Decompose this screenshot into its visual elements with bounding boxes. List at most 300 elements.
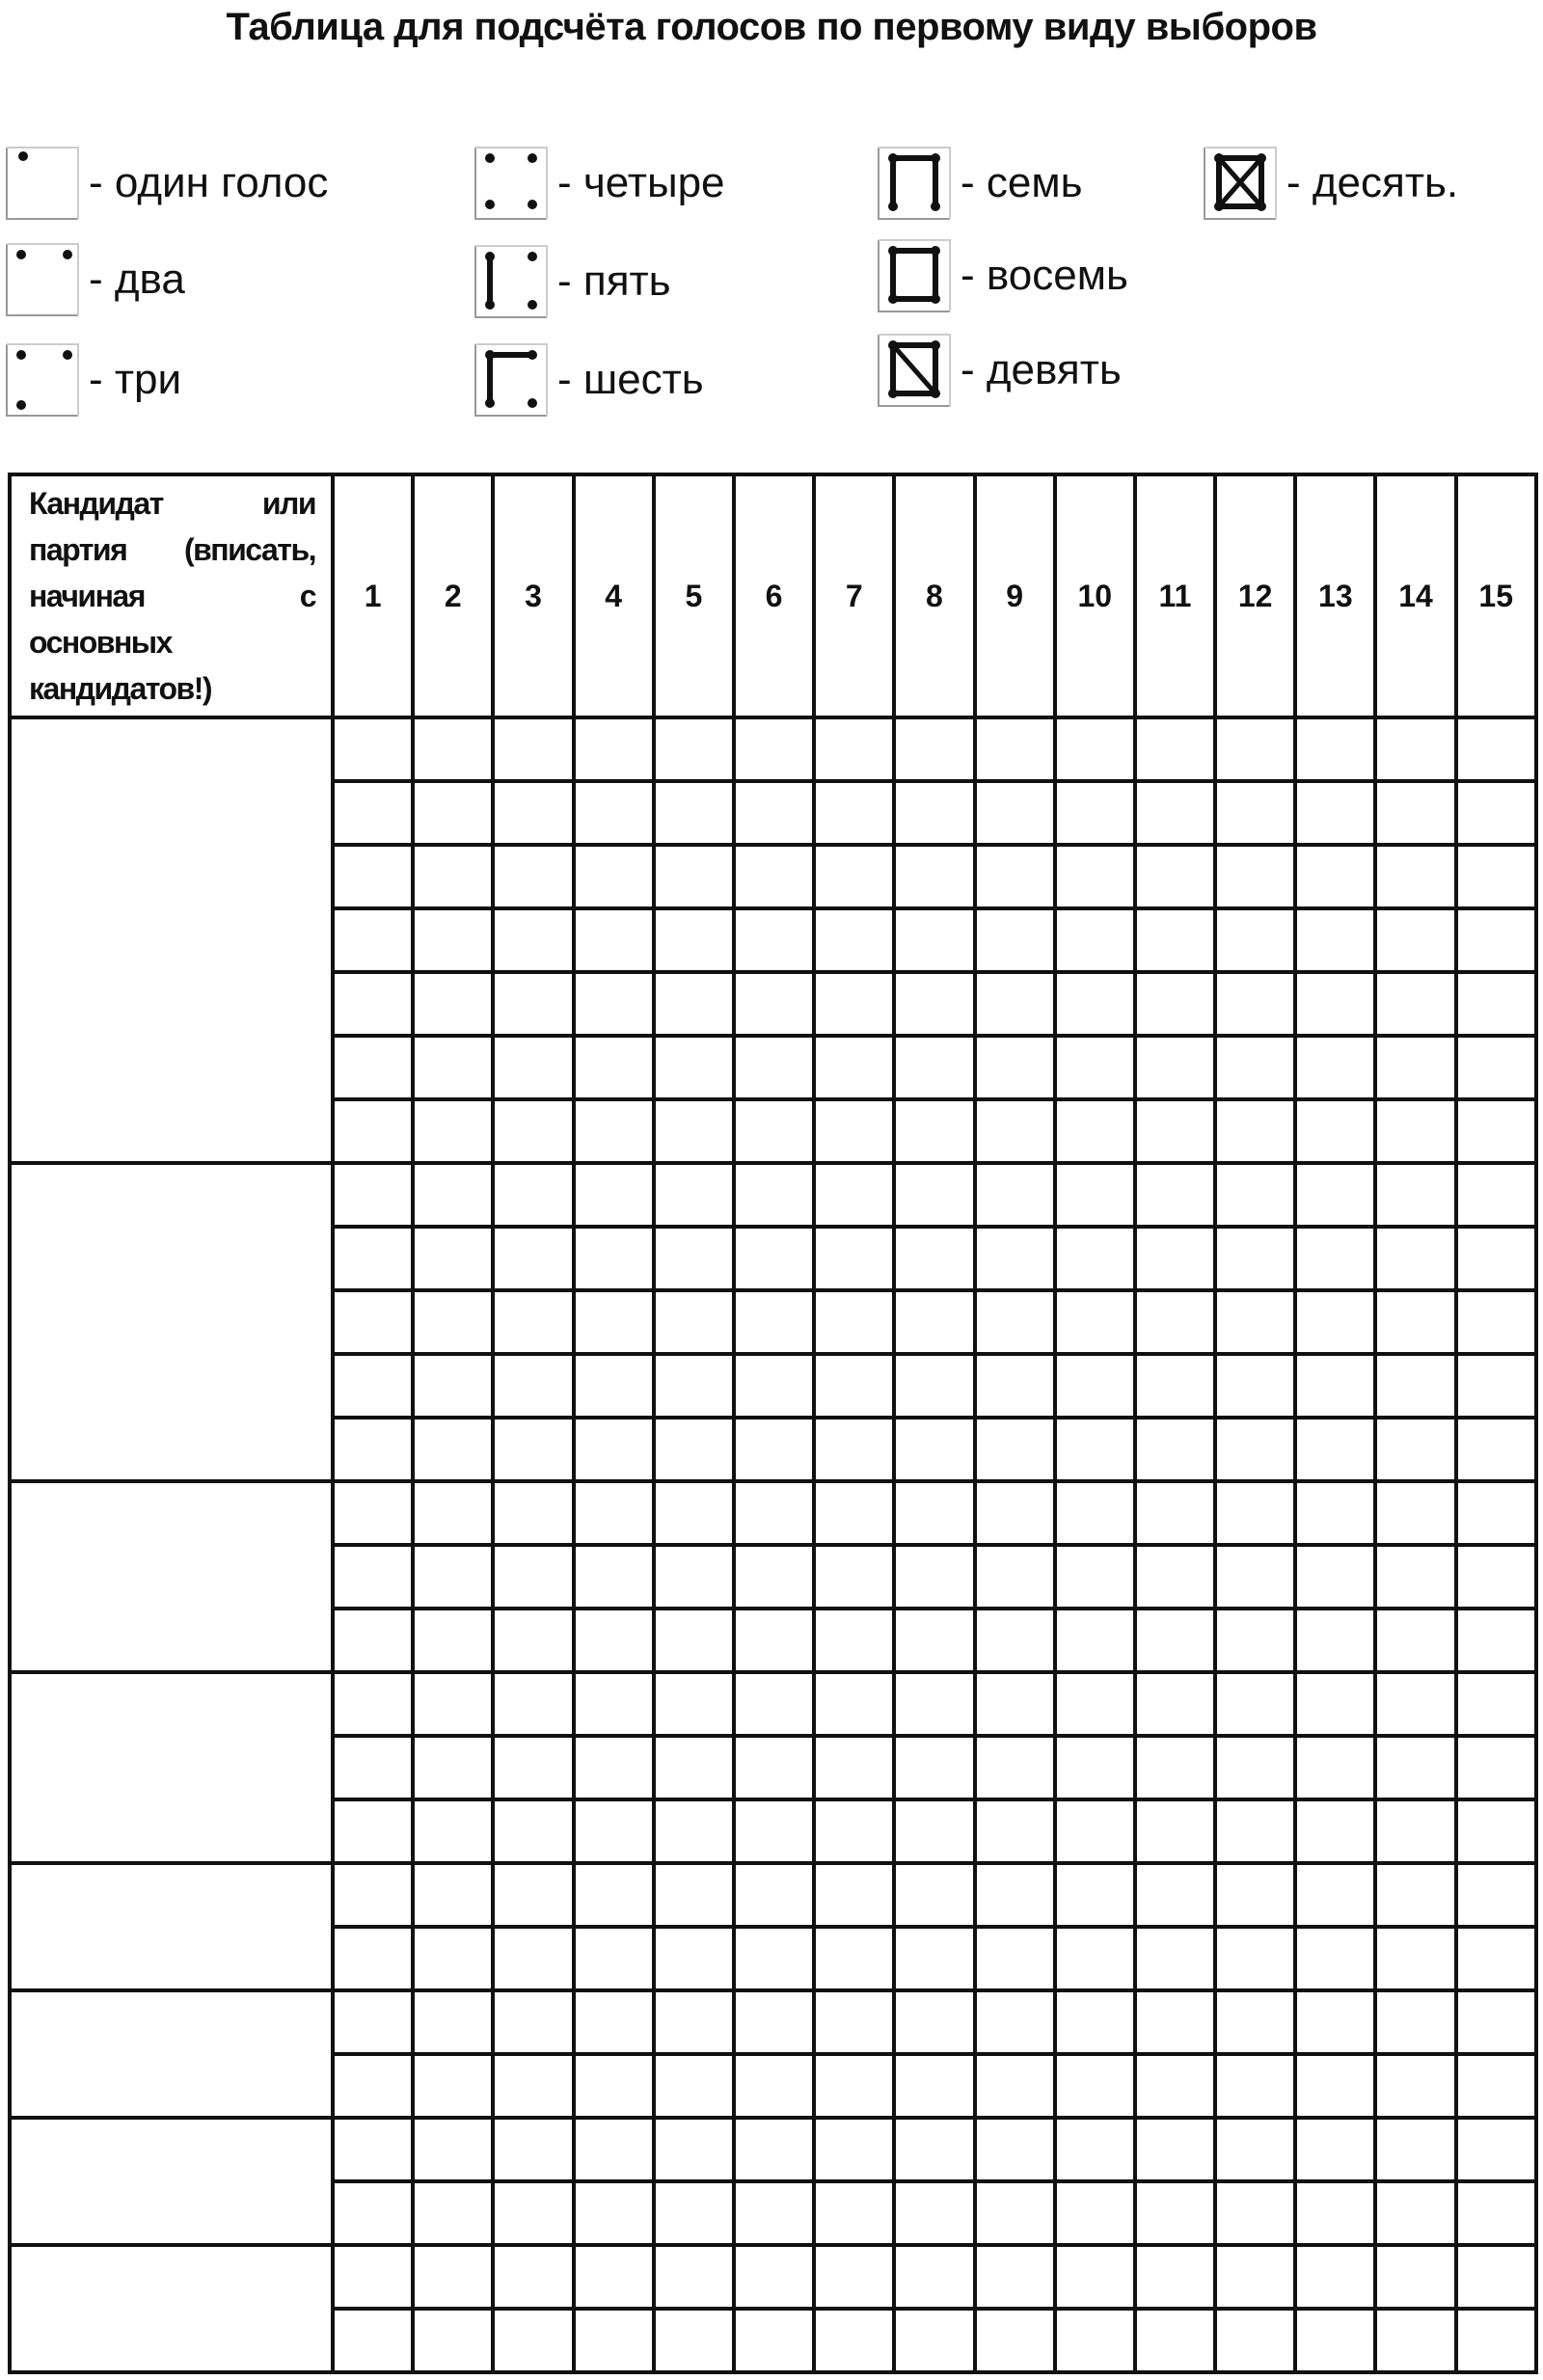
tally-cell[interactable] bbox=[814, 2118, 894, 2181]
tally-cell[interactable] bbox=[1375, 1990, 1455, 2054]
tally-cell[interactable] bbox=[1375, 1672, 1455, 1736]
tally-cell[interactable] bbox=[493, 845, 573, 908]
tally-cell[interactable] bbox=[894, 1290, 974, 1354]
tally-cell[interactable] bbox=[493, 1736, 573, 1799]
tally-cell[interactable] bbox=[1135, 1799, 1215, 1863]
tally-cell[interactable] bbox=[814, 1672, 894, 1736]
tally-cell[interactable] bbox=[654, 972, 734, 1036]
tally-cell[interactable] bbox=[734, 1036, 814, 1099]
tally-cell[interactable] bbox=[1055, 1290, 1135, 1354]
tally-cell[interactable] bbox=[814, 1927, 894, 1990]
tally-cell[interactable] bbox=[975, 1799, 1055, 1863]
tally-cell[interactable] bbox=[574, 1036, 654, 1099]
tally-cell[interactable] bbox=[1215, 1736, 1295, 1799]
tally-cell[interactable] bbox=[975, 2054, 1055, 2118]
tally-cell[interactable] bbox=[814, 1481, 894, 1545]
tally-cell[interactable] bbox=[1135, 845, 1215, 908]
tally-cell[interactable] bbox=[1375, 1609, 1455, 1672]
tally-cell[interactable] bbox=[1375, 1418, 1455, 1481]
tally-cell[interactable] bbox=[1135, 1354, 1215, 1418]
tally-cell[interactable] bbox=[734, 845, 814, 908]
tally-cell[interactable] bbox=[493, 908, 573, 972]
tally-cell[interactable] bbox=[413, 1227, 493, 1290]
tally-cell[interactable] bbox=[734, 2245, 814, 2309]
tally-cell[interactable] bbox=[1215, 1290, 1295, 1354]
candidate-name-cell[interactable] bbox=[10, 1990, 333, 2118]
tally-cell[interactable] bbox=[734, 781, 814, 845]
tally-cell[interactable] bbox=[1135, 1545, 1215, 1609]
tally-cell[interactable] bbox=[1215, 2054, 1295, 2118]
tally-cell[interactable] bbox=[1456, 1354, 1536, 1418]
tally-cell[interactable] bbox=[413, 2245, 493, 2309]
tally-cell[interactable] bbox=[574, 845, 654, 908]
tally-cell[interactable] bbox=[493, 1481, 573, 1545]
tally-cell[interactable] bbox=[1456, 972, 1536, 1036]
tally-cell[interactable] bbox=[975, 1990, 1055, 2054]
tally-cell[interactable] bbox=[333, 1036, 413, 1099]
tally-cell[interactable] bbox=[1295, 972, 1375, 1036]
tally-cell[interactable] bbox=[654, 1609, 734, 1672]
tally-cell[interactable] bbox=[413, 1990, 493, 2054]
tally-cell[interactable] bbox=[1295, 1736, 1375, 1799]
tally-cell[interactable] bbox=[493, 1036, 573, 1099]
tally-cell[interactable] bbox=[1215, 1799, 1295, 1863]
tally-cell[interactable] bbox=[1215, 2245, 1295, 2309]
tally-cell[interactable] bbox=[814, 1036, 894, 1099]
tally-cell[interactable] bbox=[1456, 2118, 1536, 2181]
tally-cell[interactable] bbox=[814, 1545, 894, 1609]
tally-cell[interactable] bbox=[654, 1672, 734, 1736]
tally-cell[interactable] bbox=[975, 1099, 1055, 1163]
tally-cell[interactable] bbox=[333, 1227, 413, 1290]
tally-cell[interactable] bbox=[814, 1290, 894, 1354]
tally-cell[interactable] bbox=[493, 1927, 573, 1990]
tally-cell[interactable] bbox=[1375, 972, 1455, 1036]
tally-cell[interactable] bbox=[654, 1418, 734, 1481]
tally-cell[interactable] bbox=[894, 1099, 974, 1163]
tally-cell[interactable] bbox=[574, 1163, 654, 1227]
tally-cell[interactable] bbox=[734, 2309, 814, 2372]
tally-cell[interactable] bbox=[574, 1481, 654, 1545]
tally-cell[interactable] bbox=[1055, 1099, 1135, 1163]
tally-cell[interactable] bbox=[894, 1799, 974, 1863]
tally-cell[interactable] bbox=[814, 1099, 894, 1163]
tally-cell[interactable] bbox=[1055, 2245, 1135, 2309]
tally-cell[interactable] bbox=[894, 1609, 974, 1672]
tally-cell[interactable] bbox=[574, 2245, 654, 2309]
tally-cell[interactable] bbox=[493, 2245, 573, 2309]
tally-cell[interactable] bbox=[894, 1990, 974, 2054]
tally-cell[interactable] bbox=[654, 2245, 734, 2309]
tally-cell[interactable] bbox=[413, 1099, 493, 1163]
tally-cell[interactable] bbox=[1295, 1609, 1375, 1672]
tally-cell[interactable] bbox=[1375, 1481, 1455, 1545]
tally-cell[interactable] bbox=[1055, 1736, 1135, 1799]
tally-cell[interactable] bbox=[894, 1354, 974, 1418]
candidate-name-cell[interactable] bbox=[10, 2245, 333, 2372]
tally-cell[interactable] bbox=[975, 1927, 1055, 1990]
tally-cell[interactable] bbox=[734, 717, 814, 781]
tally-cell[interactable] bbox=[413, 1481, 493, 1545]
tally-cell[interactable] bbox=[413, 1736, 493, 1799]
tally-cell[interactable] bbox=[574, 1354, 654, 1418]
tally-cell[interactable] bbox=[814, 908, 894, 972]
tally-cell[interactable] bbox=[493, 2181, 573, 2245]
tally-cell[interactable] bbox=[333, 1481, 413, 1545]
tally-cell[interactable] bbox=[1055, 1927, 1135, 1990]
tally-cell[interactable] bbox=[493, 1290, 573, 1354]
tally-cell[interactable] bbox=[654, 1736, 734, 1799]
tally-cell[interactable] bbox=[1456, 1481, 1536, 1545]
tally-cell[interactable] bbox=[413, 1354, 493, 1418]
tally-cell[interactable] bbox=[975, 781, 1055, 845]
tally-cell[interactable] bbox=[1456, 1227, 1536, 1290]
tally-cell[interactable] bbox=[1135, 972, 1215, 1036]
tally-cell[interactable] bbox=[894, 1736, 974, 1799]
tally-cell[interactable] bbox=[493, 1990, 573, 2054]
tally-cell[interactable] bbox=[1375, 2118, 1455, 2181]
tally-cell[interactable] bbox=[975, 1036, 1055, 1099]
tally-cell[interactable] bbox=[1135, 1227, 1215, 1290]
tally-cell[interactable] bbox=[894, 2309, 974, 2372]
tally-cell[interactable] bbox=[894, 845, 974, 908]
tally-cell[interactable] bbox=[975, 2181, 1055, 2245]
tally-cell[interactable] bbox=[814, 845, 894, 908]
tally-cell[interactable] bbox=[333, 1736, 413, 1799]
tally-cell[interactable] bbox=[975, 1354, 1055, 1418]
tally-cell[interactable] bbox=[1456, 1036, 1536, 1099]
tally-cell[interactable] bbox=[975, 717, 1055, 781]
tally-cell[interactable] bbox=[1055, 717, 1135, 781]
tally-cell[interactable] bbox=[814, 1736, 894, 1799]
tally-cell[interactable] bbox=[814, 717, 894, 781]
tally-cell[interactable] bbox=[1295, 1418, 1375, 1481]
tally-cell[interactable] bbox=[654, 717, 734, 781]
tally-cell[interactable] bbox=[1295, 2309, 1375, 2372]
tally-cell[interactable] bbox=[1456, 845, 1536, 908]
tally-cell[interactable] bbox=[1135, 2181, 1215, 2245]
candidate-name-cell[interactable] bbox=[10, 1163, 333, 1481]
tally-cell[interactable] bbox=[1055, 1036, 1135, 1099]
tally-cell[interactable] bbox=[654, 2118, 734, 2181]
tally-cell[interactable] bbox=[574, 717, 654, 781]
tally-cell[interactable] bbox=[654, 2054, 734, 2118]
tally-cell[interactable] bbox=[1295, 1927, 1375, 1990]
tally-cell[interactable] bbox=[1375, 908, 1455, 972]
tally-cell[interactable] bbox=[493, 1418, 573, 1481]
tally-cell[interactable] bbox=[814, 2309, 894, 2372]
tally-cell[interactable] bbox=[654, 1863, 734, 1927]
tally-cell[interactable] bbox=[1135, 1099, 1215, 1163]
tally-cell[interactable] bbox=[1135, 2054, 1215, 2118]
tally-cell[interactable] bbox=[1295, 1990, 1375, 2054]
tally-cell[interactable] bbox=[413, 2054, 493, 2118]
tally-cell[interactable] bbox=[814, 1163, 894, 1227]
tally-cell[interactable] bbox=[1375, 1227, 1455, 1290]
tally-cell[interactable] bbox=[654, 845, 734, 908]
tally-cell[interactable] bbox=[1135, 1863, 1215, 1927]
tally-cell[interactable] bbox=[734, 1418, 814, 1481]
tally-cell[interactable] bbox=[574, 2309, 654, 2372]
tally-cell[interactable] bbox=[1135, 2118, 1215, 2181]
tally-cell[interactable] bbox=[493, 1545, 573, 1609]
tally-cell[interactable] bbox=[493, 972, 573, 1036]
tally-cell[interactable] bbox=[413, 1863, 493, 1927]
tally-cell[interactable] bbox=[1215, 1545, 1295, 1609]
tally-cell[interactable] bbox=[654, 2309, 734, 2372]
tally-cell[interactable] bbox=[975, 1863, 1055, 1927]
tally-cell[interactable] bbox=[1375, 1799, 1455, 1863]
tally-cell[interactable] bbox=[1055, 908, 1135, 972]
tally-cell[interactable] bbox=[1456, 1736, 1536, 1799]
tally-cell[interactable] bbox=[975, 2309, 1055, 2372]
tally-cell[interactable] bbox=[413, 2118, 493, 2181]
tally-cell[interactable] bbox=[1295, 1481, 1375, 1545]
tally-cell[interactable] bbox=[1055, 1609, 1135, 1672]
tally-cell[interactable] bbox=[1055, 2309, 1135, 2372]
tally-cell[interactable] bbox=[1215, 2181, 1295, 2245]
tally-cell[interactable] bbox=[734, 972, 814, 1036]
tally-cell[interactable] bbox=[975, 1736, 1055, 1799]
tally-cell[interactable] bbox=[1135, 1990, 1215, 2054]
tally-cell[interactable] bbox=[574, 1990, 654, 2054]
tally-cell[interactable] bbox=[333, 1609, 413, 1672]
tally-cell[interactable] bbox=[734, 1609, 814, 1672]
tally-cell[interactable] bbox=[814, 1863, 894, 1927]
tally-cell[interactable] bbox=[493, 1354, 573, 1418]
tally-cell[interactable] bbox=[894, 2118, 974, 2181]
tally-cell[interactable] bbox=[1375, 1863, 1455, 1927]
tally-cell[interactable] bbox=[1456, 1609, 1536, 1672]
tally-cell[interactable] bbox=[574, 1736, 654, 1799]
tally-cell[interactable] bbox=[1055, 845, 1135, 908]
tally-cell[interactable] bbox=[734, 1736, 814, 1799]
tally-cell[interactable] bbox=[493, 717, 573, 781]
tally-cell[interactable] bbox=[1295, 2118, 1375, 2181]
tally-cell[interactable] bbox=[413, 1609, 493, 1672]
tally-cell[interactable] bbox=[1215, 1418, 1295, 1481]
tally-cell[interactable] bbox=[333, 908, 413, 972]
tally-cell[interactable] bbox=[894, 781, 974, 845]
tally-cell[interactable] bbox=[1135, 1736, 1215, 1799]
tally-cell[interactable] bbox=[734, 2181, 814, 2245]
tally-cell[interactable] bbox=[574, 908, 654, 972]
tally-cell[interactable] bbox=[333, 1163, 413, 1227]
tally-cell[interactable] bbox=[734, 1481, 814, 1545]
tally-cell[interactable] bbox=[1375, 781, 1455, 845]
tally-cell[interactable] bbox=[413, 972, 493, 1036]
tally-cell[interactable] bbox=[1055, 1418, 1135, 1481]
tally-cell[interactable] bbox=[1295, 2181, 1375, 2245]
tally-cell[interactable] bbox=[894, 1927, 974, 1990]
tally-cell[interactable] bbox=[1055, 1481, 1135, 1545]
tally-cell[interactable] bbox=[574, 1672, 654, 1736]
tally-cell[interactable] bbox=[333, 2309, 413, 2372]
candidate-name-cell[interactable] bbox=[10, 717, 333, 1163]
tally-cell[interactable] bbox=[1055, 1672, 1135, 1736]
tally-cell[interactable] bbox=[654, 1354, 734, 1418]
tally-cell[interactable] bbox=[654, 1990, 734, 2054]
tally-cell[interactable] bbox=[1135, 781, 1215, 845]
tally-cell[interactable] bbox=[1215, 908, 1295, 972]
tally-cell[interactable] bbox=[333, 845, 413, 908]
candidate-name-cell[interactable] bbox=[10, 1863, 333, 1990]
tally-cell[interactable] bbox=[975, 1163, 1055, 1227]
tally-cell[interactable] bbox=[1375, 2054, 1455, 2118]
tally-cell[interactable] bbox=[654, 1545, 734, 1609]
tally-cell[interactable] bbox=[1456, 1163, 1536, 1227]
tally-cell[interactable] bbox=[1375, 2309, 1455, 2372]
tally-cell[interactable] bbox=[1215, 2118, 1295, 2181]
tally-cell[interactable] bbox=[1456, 2245, 1536, 2309]
tally-cell[interactable] bbox=[1215, 1672, 1295, 1736]
tally-cell[interactable] bbox=[413, 1545, 493, 1609]
tally-cell[interactable] bbox=[1055, 781, 1135, 845]
tally-cell[interactable] bbox=[734, 2118, 814, 2181]
tally-cell[interactable] bbox=[1456, 1418, 1536, 1481]
tally-cell[interactable] bbox=[1295, 2054, 1375, 2118]
tally-cell[interactable] bbox=[574, 1418, 654, 1481]
tally-cell[interactable] bbox=[1456, 1545, 1536, 1609]
tally-cell[interactable] bbox=[493, 781, 573, 845]
tally-cell[interactable] bbox=[1055, 1227, 1135, 1290]
tally-cell[interactable] bbox=[1135, 1481, 1215, 1545]
tally-cell[interactable] bbox=[1055, 1545, 1135, 1609]
tally-cell[interactable] bbox=[333, 1290, 413, 1354]
tally-cell[interactable] bbox=[734, 1799, 814, 1863]
tally-cell[interactable] bbox=[333, 1354, 413, 1418]
tally-cell[interactable] bbox=[1215, 1990, 1295, 2054]
candidate-name-cell[interactable] bbox=[10, 1672, 333, 1863]
tally-cell[interactable] bbox=[734, 1099, 814, 1163]
tally-cell[interactable] bbox=[333, 781, 413, 845]
tally-cell[interactable] bbox=[1375, 717, 1455, 781]
tally-cell[interactable] bbox=[413, 781, 493, 845]
tally-cell[interactable] bbox=[493, 2309, 573, 2372]
tally-cell[interactable] bbox=[1055, 2181, 1135, 2245]
tally-cell[interactable] bbox=[894, 2181, 974, 2245]
tally-cell[interactable] bbox=[654, 1163, 734, 1227]
tally-cell[interactable] bbox=[413, 1163, 493, 1227]
tally-cell[interactable] bbox=[1055, 1163, 1135, 1227]
tally-cell[interactable] bbox=[734, 1863, 814, 1927]
tally-cell[interactable] bbox=[333, 1799, 413, 1863]
tally-cell[interactable] bbox=[413, 1036, 493, 1099]
tally-cell[interactable] bbox=[1456, 1099, 1536, 1163]
tally-cell[interactable] bbox=[1135, 717, 1215, 781]
tally-cell[interactable] bbox=[333, 1863, 413, 1927]
tally-cell[interactable] bbox=[654, 908, 734, 972]
tally-cell[interactable] bbox=[1055, 1863, 1135, 1927]
tally-cell[interactable] bbox=[975, 908, 1055, 972]
tally-cell[interactable] bbox=[1295, 1863, 1375, 1927]
tally-cell[interactable] bbox=[574, 1099, 654, 1163]
tally-cell[interactable] bbox=[894, 1672, 974, 1736]
tally-cell[interactable] bbox=[814, 2054, 894, 2118]
tally-cell[interactable] bbox=[493, 1672, 573, 1736]
tally-cell[interactable] bbox=[574, 1227, 654, 1290]
tally-cell[interactable] bbox=[894, 1418, 974, 1481]
tally-cell[interactable] bbox=[734, 2054, 814, 2118]
tally-cell[interactable] bbox=[493, 1163, 573, 1227]
tally-cell[interactable] bbox=[1456, 2309, 1536, 2372]
tally-cell[interactable] bbox=[894, 2245, 974, 2309]
tally-cell[interactable] bbox=[413, 1672, 493, 1736]
tally-cell[interactable] bbox=[1295, 1036, 1375, 1099]
tally-cell[interactable] bbox=[1375, 1736, 1455, 1799]
tally-cell[interactable] bbox=[574, 1545, 654, 1609]
tally-cell[interactable] bbox=[333, 2118, 413, 2181]
tally-cell[interactable] bbox=[1295, 2245, 1375, 2309]
tally-cell[interactable] bbox=[574, 2181, 654, 2245]
tally-cell[interactable] bbox=[814, 972, 894, 1036]
tally-cell[interactable] bbox=[1055, 1799, 1135, 1863]
tally-cell[interactable] bbox=[333, 717, 413, 781]
tally-cell[interactable] bbox=[574, 2118, 654, 2181]
tally-cell[interactable] bbox=[1135, 2309, 1215, 2372]
tally-cell[interactable] bbox=[1215, 1036, 1295, 1099]
tally-cell[interactable] bbox=[1295, 1354, 1375, 1418]
candidate-name-cell[interactable] bbox=[10, 1481, 333, 1672]
tally-cell[interactable] bbox=[574, 2054, 654, 2118]
tally-cell[interactable] bbox=[734, 1163, 814, 1227]
tally-cell[interactable] bbox=[1215, 972, 1295, 1036]
tally-cell[interactable] bbox=[1055, 2054, 1135, 2118]
tally-cell[interactable] bbox=[1215, 1163, 1295, 1227]
tally-cell[interactable] bbox=[894, 1227, 974, 1290]
tally-cell[interactable] bbox=[333, 2054, 413, 2118]
tally-cell[interactable] bbox=[975, 2245, 1055, 2309]
tally-cell[interactable] bbox=[1215, 1481, 1295, 1545]
tally-cell[interactable] bbox=[1456, 1927, 1536, 1990]
tally-cell[interactable] bbox=[493, 2054, 573, 2118]
tally-cell[interactable] bbox=[1456, 908, 1536, 972]
tally-cell[interactable] bbox=[975, 1227, 1055, 1290]
tally-cell[interactable] bbox=[1456, 1990, 1536, 2054]
tally-cell[interactable] bbox=[1215, 2309, 1295, 2372]
tally-cell[interactable] bbox=[493, 1227, 573, 1290]
tally-cell[interactable] bbox=[894, 2054, 974, 2118]
tally-cell[interactable] bbox=[814, 1799, 894, 1863]
tally-cell[interactable] bbox=[654, 1927, 734, 1990]
tally-cell[interactable] bbox=[894, 908, 974, 972]
tally-cell[interactable] bbox=[1215, 1863, 1295, 1927]
tally-cell[interactable] bbox=[1055, 972, 1135, 1036]
tally-cell[interactable] bbox=[894, 1863, 974, 1927]
tally-cell[interactable] bbox=[814, 2181, 894, 2245]
tally-cell[interactable] bbox=[333, 1418, 413, 1481]
tally-cell[interactable] bbox=[413, 1418, 493, 1481]
tally-cell[interactable] bbox=[814, 1354, 894, 1418]
tally-cell[interactable] bbox=[1135, 1290, 1215, 1354]
tally-cell[interactable] bbox=[1375, 2245, 1455, 2309]
tally-cell[interactable] bbox=[1055, 1990, 1135, 2054]
tally-cell[interactable] bbox=[1215, 1227, 1295, 1290]
tally-cell[interactable] bbox=[1295, 1290, 1375, 1354]
tally-cell[interactable] bbox=[814, 1990, 894, 2054]
tally-cell[interactable] bbox=[734, 908, 814, 972]
tally-cell[interactable] bbox=[1375, 2181, 1455, 2245]
tally-cell[interactable] bbox=[333, 1545, 413, 1609]
tally-cell[interactable] bbox=[1215, 845, 1295, 908]
tally-cell[interactable] bbox=[1375, 1290, 1455, 1354]
tally-cell[interactable] bbox=[1135, 1418, 1215, 1481]
tally-cell[interactable] bbox=[574, 1290, 654, 1354]
tally-cell[interactable] bbox=[413, 2181, 493, 2245]
tally-cell[interactable] bbox=[1375, 1354, 1455, 1418]
tally-cell[interactable] bbox=[574, 1863, 654, 1927]
tally-cell[interactable] bbox=[1215, 781, 1295, 845]
